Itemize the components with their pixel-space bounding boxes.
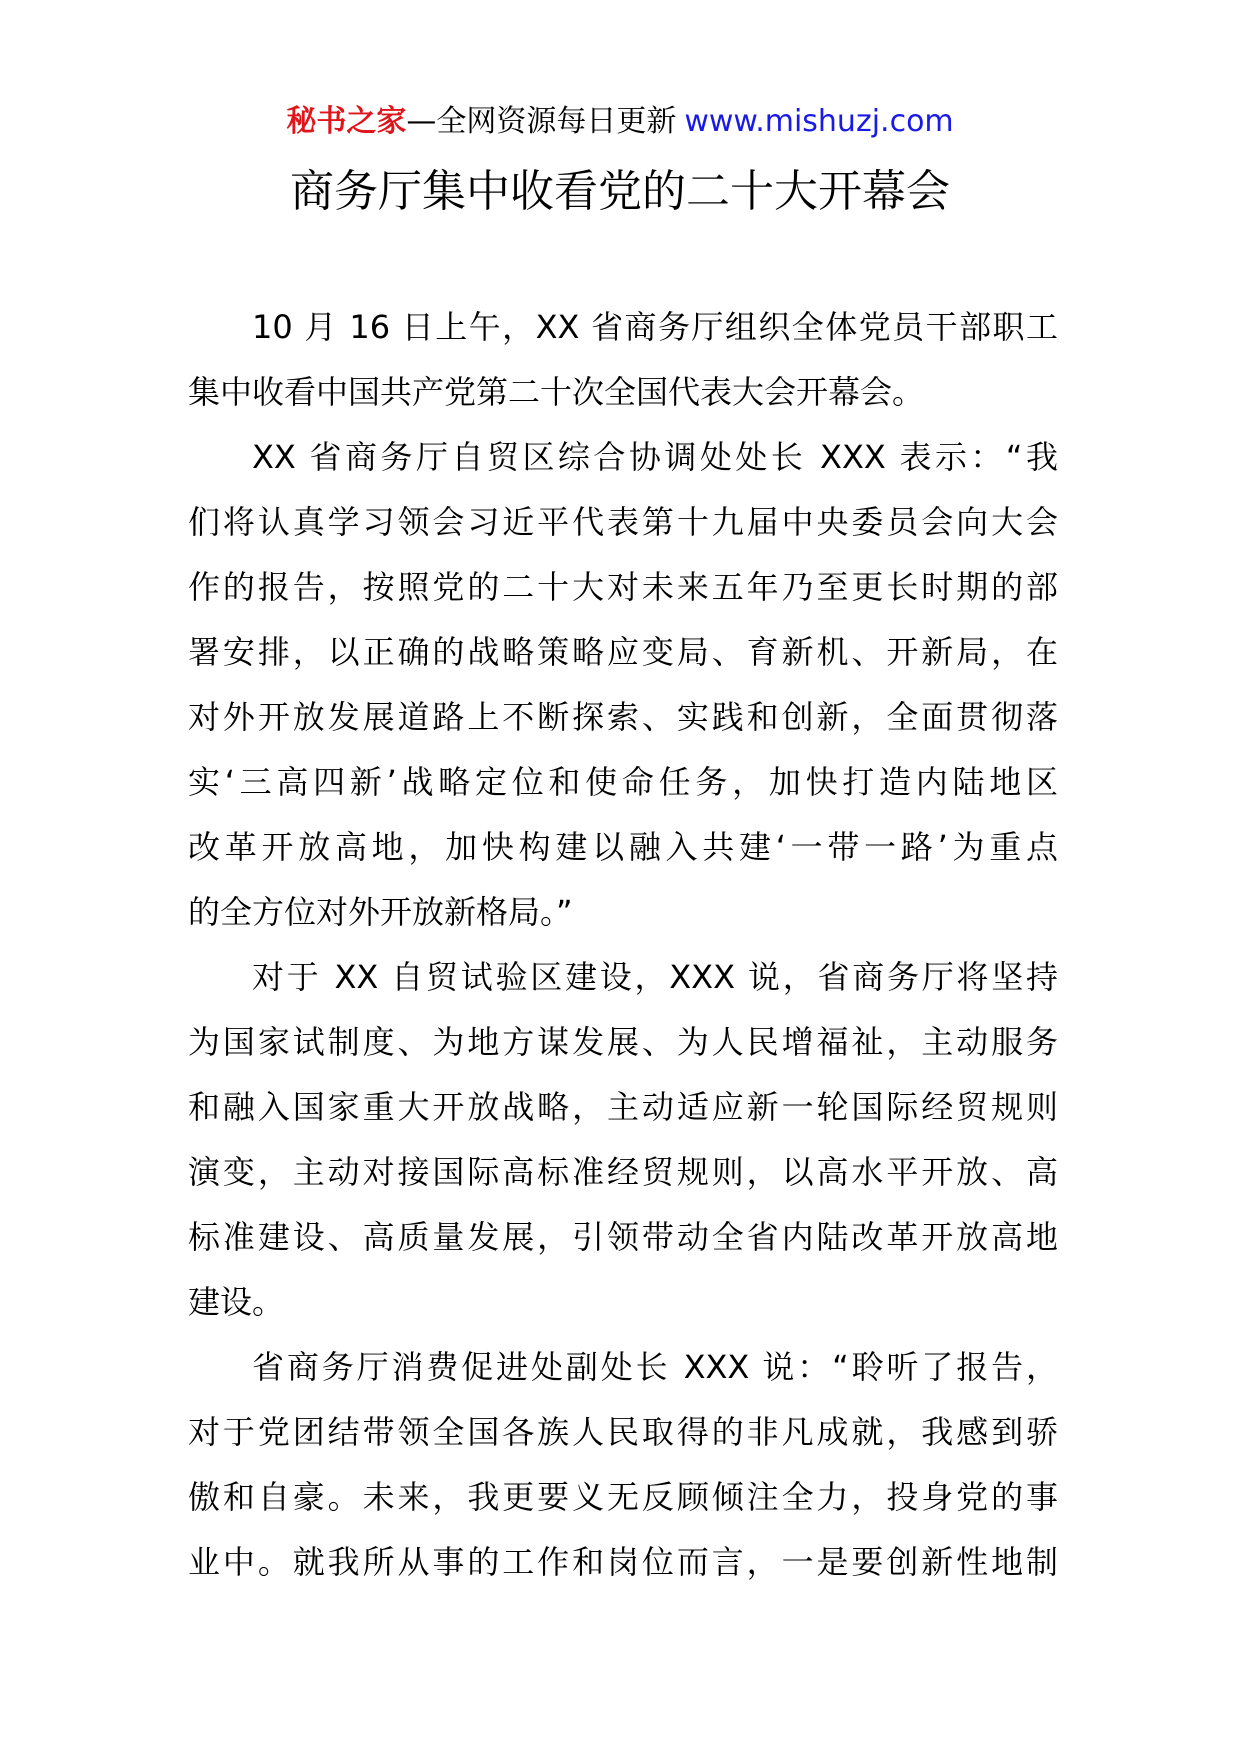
brand-name: 秘书之家 <box>286 104 407 139</box>
text-line: 对于党团结带领全国各族人民取得的非凡成就，我感到骄 <box>188 1413 1058 1451</box>
text-line: 的全方位对外开放新格局。” <box>188 893 573 931</box>
text-line: 署安排，以正确的战略策略应变局、育新机、开新局，在 <box>188 633 1058 671</box>
text-line: 省商务厅消费促进处副处长 XXX 说：“聆听了报告， <box>252 1348 1058 1386</box>
paragraph-4 <box>188 1335 1058 1595</box>
text-line: 和融入国家重大开放战略，主动适应新一轮国际经贸规则 <box>188 1088 1058 1126</box>
paragraph-2 <box>188 425 1058 945</box>
text-line: XX 省商务厅自贸区综合协调处处长 XXX 表示：“我 <box>252 438 1058 476</box>
text-line: 傲和自豪。未来，我更要义无反顾倾注全力，投身党的事 <box>188 1478 1058 1516</box>
text-line: 实‘三高四新’战略定位和使命任务，加快打造内陆地区 <box>188 763 1058 801</box>
text-line: 们将认真学习领会习近平代表第十九届中央委员会向大会 <box>188 503 1058 541</box>
text-line: 改革开放高地，加快构建以融入共建‘一带一路’为重点 <box>188 828 1058 866</box>
document-title: 商务厅集中收看党的二十大开幕会 <box>290 166 950 217</box>
text-line: 作的报告，按照党的二十大对未来五年乃至更长时期的部 <box>188 568 1058 606</box>
site-url-link[interactable]: www.mishuzj.com <box>684 104 954 139</box>
text-line: 建设。 <box>188 1283 285 1321</box>
text-line: 集中收看中国共产党第二十次全国代表大会开幕会。 <box>188 373 925 411</box>
text-line: 对外开放发展道路上不断探索、实践和创新，全面贯彻落 <box>188 698 1058 736</box>
text-line: 10 月 16 日上午，XX 省商务厅组织全体党员干部职工 <box>252 308 1058 346</box>
paragraph-1 <box>188 295 1058 425</box>
document-body <box>188 295 1058 1595</box>
site-header <box>0 100 1240 144</box>
text-line: 为国家试制度、为地方谋发展、为人民增福祉，主动服务 <box>188 1023 1058 1061</box>
text-line: 对于 XX 自贸试验区建设，XXX 说，省商务厅将坚持 <box>252 958 1058 996</box>
header-tagline: —全网资源每日更新 <box>406 104 677 139</box>
text-line: 标准建设、高质量发展，引领带动全省内陆改革开放高地 <box>188 1218 1058 1256</box>
text-line: 业中。就我所从事的工作和岗位而言，一是要创新性地制 <box>188 1543 1058 1581</box>
text-line: 演变，主动对接国际高标准经贸规则，以高水平开放、高 <box>188 1153 1058 1191</box>
paragraph-3 <box>188 945 1058 1335</box>
